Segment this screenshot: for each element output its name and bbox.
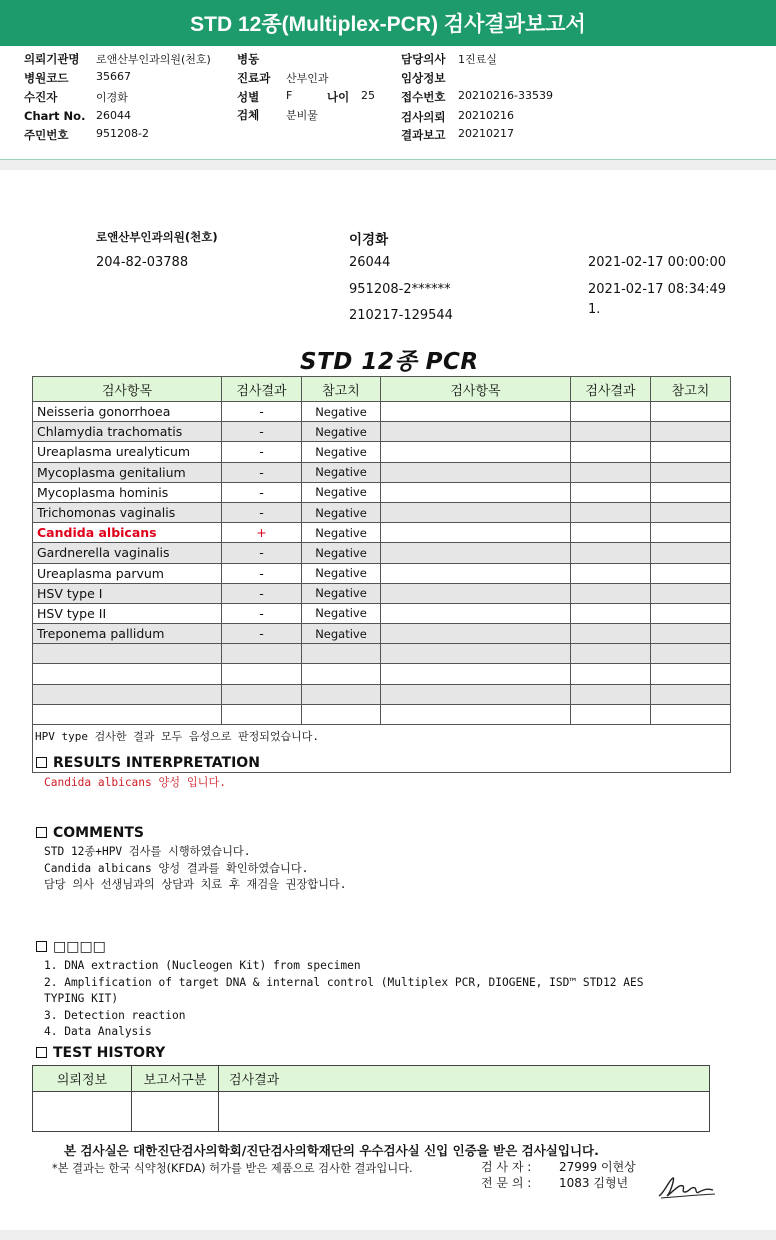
receipt-label: 접수번호 — [401, 90, 446, 104]
age-label: 나이 — [327, 90, 350, 104]
clinical-label: 임상정보 — [401, 71, 446, 85]
department-label: 진료과 — [237, 71, 271, 85]
specialist-label: 전 문 의 : — [481, 1176, 532, 1190]
department-value: 산부인과 — [286, 72, 329, 85]
col-header-item: 검사항목 — [33, 377, 222, 402]
table-row — [33, 502, 731, 522]
table-row-empty — [33, 664, 731, 684]
sex-label: 성별 — [237, 90, 260, 104]
reference-value-2 — [651, 624, 731, 644]
specimen-label: 검체 — [237, 108, 260, 122]
reference-value: Negative — [302, 563, 381, 583]
test-result: - — [222, 563, 302, 583]
test-result: - — [222, 482, 302, 502]
reference-value: Negative — [302, 624, 381, 644]
doctor-value: 1진료실 — [458, 53, 497, 66]
comment-line: 담당 의사 선생님과의 상담과 치료 후 재검을 권장합니다. — [44, 878, 347, 891]
table-row — [33, 563, 731, 583]
col-header-ref: 참고치 — [302, 377, 381, 402]
method-line: 1. DNA extraction (Nucleogen Kit) from specimen — [44, 959, 361, 972]
header-resident-no: 951208-2****** — [349, 282, 451, 297]
test-item-name-2 — [381, 543, 571, 563]
test-result: - — [222, 422, 302, 442]
table-row — [33, 543, 731, 563]
table-row — [33, 462, 731, 482]
test-result-2 — [571, 402, 651, 422]
hospital-code-value: 35667 — [96, 70, 131, 83]
test-result-2 — [571, 603, 651, 623]
pcr-title: STD 12종 PCR — [300, 349, 479, 375]
test-item-name: Ureaplasma parvum — [33, 563, 222, 583]
reference-value-2 — [651, 543, 731, 563]
institution-label: 의뢰기관명 — [24, 52, 80, 66]
method-line: 2. Amplification of target DNA & internal control (Multiplex PCR, DIOGENE, ISD™ STD12 AES — [44, 975, 644, 989]
history-col-request: 의뢰정보 — [33, 1066, 132, 1092]
reference-value-2 — [651, 462, 731, 482]
id-value: 951208-2 — [96, 127, 149, 140]
patient-info-panel — [0, 46, 776, 160]
results-interpretation-title: RESULTS INTERPRETATION — [53, 755, 260, 771]
test-result: - — [222, 603, 302, 623]
header-institution: 로앤산부인과의원(천호) — [96, 230, 218, 244]
table-row — [33, 624, 731, 644]
checkbox-icon — [36, 1047, 47, 1058]
institution-value: 로앤산부인과의원(천호) — [96, 53, 211, 66]
reference-value: Negative — [302, 422, 381, 442]
comment-line: Candida albicans 양성 결과를 확인하였습니다. — [44, 861, 309, 875]
test-item-name-2 — [381, 482, 571, 502]
test-history-heading — [36, 1045, 165, 1061]
header-accession: 210217-129544 — [349, 308, 453, 323]
test-item-name-2 — [381, 603, 571, 623]
id-label: 주민번호 — [24, 128, 69, 142]
collector-label: 수진자 — [24, 90, 58, 104]
test-item-name-2 — [381, 442, 571, 462]
test-item-name-2 — [381, 422, 571, 442]
header-business-no: 204-82-03788 — [96, 255, 189, 270]
test-item-name: Neisseria gonorrhoea — [33, 402, 222, 422]
reference-value: Negative — [302, 462, 381, 482]
reference-value: Negative — [302, 603, 381, 623]
specimen-value: 분비물 — [286, 109, 318, 122]
header-page: 1. — [588, 302, 601, 317]
reference-value-2 — [651, 603, 731, 623]
test-result: - — [222, 543, 302, 563]
sex-value: F — [286, 89, 293, 102]
specialist-value: 1083 김형년 — [559, 1176, 629, 1190]
kfda-note: *본 결과는 한국 식약청(KFDA) 허가를 받은 제품으로 검사한 결과입니다. — [52, 1162, 413, 1175]
test-result-2 — [571, 523, 651, 543]
test-item-name: Treponema pallidum — [33, 624, 222, 644]
test-result-2 — [571, 624, 651, 644]
bottom-band — [0, 1230, 776, 1240]
reference-value: Negative — [302, 482, 381, 502]
reference-value-2 — [651, 523, 731, 543]
test-item-name: HSV type I — [33, 583, 222, 603]
age-value: 25 — [361, 89, 375, 102]
reference-value: Negative — [302, 583, 381, 603]
table-row — [33, 442, 731, 462]
test-result: - — [222, 624, 302, 644]
test-result: + — [222, 523, 302, 543]
results-header-row — [33, 377, 731, 402]
test-item-name: Gardnerella vaginalis — [33, 543, 222, 563]
test-item-name: HSV type II — [33, 603, 222, 623]
table-row-empty — [33, 684, 731, 704]
tester-value: 27999 이현상 — [559, 1160, 636, 1174]
test-result: - — [222, 583, 302, 603]
method-title: □□□□ — [53, 939, 106, 955]
results-interpretation-text: Candida albicans 양성 입니다. — [44, 776, 227, 789]
reference-value: Negative — [302, 543, 381, 563]
test-item-name: Chlamydia trachomatis — [33, 422, 222, 442]
reference-value-2 — [651, 583, 731, 603]
reference-value: Negative — [302, 442, 381, 462]
chart-label: Chart No. — [24, 109, 86, 123]
test-result-2 — [571, 442, 651, 462]
reference-value-2 — [651, 422, 731, 442]
test-item-name: Candida albicans — [33, 523, 222, 543]
reference-value-2 — [651, 442, 731, 462]
signature-icon — [655, 1170, 719, 1202]
test-item-name-2 — [381, 462, 571, 482]
table-row — [33, 402, 731, 422]
report-label: 결과보고 — [401, 128, 446, 142]
test-result: - — [222, 442, 302, 462]
col-header-ref-2: 참고치 — [651, 377, 731, 402]
table-row — [33, 523, 731, 543]
checkbox-icon — [36, 827, 47, 838]
test-item-name-2 — [381, 563, 571, 583]
doctor-label: 담당의사 — [401, 52, 446, 66]
header-patient-name: 이경화 — [349, 232, 389, 248]
chart-value: 26044 — [96, 109, 131, 122]
reference-value-2 — [651, 563, 731, 583]
test-item-name: Trichomonas vaginalis — [33, 502, 222, 522]
test-result-2 — [571, 543, 651, 563]
history-header-row — [33, 1066, 710, 1092]
reference-value: Negative — [302, 502, 381, 522]
reference-value-2 — [651, 482, 731, 502]
test-item-name-2 — [381, 502, 571, 522]
request-value: 20210216 — [458, 109, 514, 122]
method-heading — [36, 939, 106, 955]
test-item-name-2 — [381, 402, 571, 422]
test-item-name: Mycoplasma hominis — [33, 482, 222, 502]
test-result: - — [222, 502, 302, 522]
method-line: 4. Data Analysis — [44, 1025, 152, 1038]
table-row — [33, 422, 731, 442]
results-interpretation-heading — [36, 755, 260, 771]
table-row — [33, 1092, 710, 1132]
col-header-result-2: 검사결과 — [571, 377, 651, 402]
table-row — [33, 603, 731, 623]
header-datetime-reported: 2021-02-17 08:34:49 — [588, 282, 727, 297]
table-row-empty — [33, 644, 731, 664]
reference-value: Negative — [302, 523, 381, 543]
test-result-2 — [571, 502, 651, 522]
test-item-name: Mycoplasma genitalium — [33, 462, 222, 482]
separator-band — [0, 160, 776, 170]
test-item-name-2 — [381, 523, 571, 543]
report-value: 20210217 — [458, 127, 514, 140]
header-chart: 26044 — [349, 255, 391, 270]
request-label: 검사의뢰 — [401, 110, 446, 124]
checkbox-icon — [36, 941, 47, 952]
checkbox-icon — [36, 757, 47, 768]
reference-value: Negative — [302, 402, 381, 422]
reference-value-2 — [651, 502, 731, 522]
comments-body — [44, 844, 346, 894]
reference-value-2 — [651, 402, 731, 422]
test-result: - — [222, 462, 302, 482]
report-title: STD 12종(Multiplex-PCR) 검사결과보고서 — [0, 0, 776, 46]
comment-line: STD 12종+HPV 검사를 시행하였습니다. — [44, 845, 251, 858]
comments-title: COMMENTS — [53, 825, 144, 841]
certification-text: 본 검사실은 대한진단검사의학회/진단검사의학재단의 우수검사실 신입 인증을 받은 검사실입니다. — [64, 1143, 599, 1158]
ward-label: 병동 — [237, 52, 260, 66]
test-item-name-2 — [381, 583, 571, 603]
test-history-title: TEST HISTORY — [53, 1045, 166, 1061]
test-result-2 — [571, 583, 651, 603]
collector-value: 이경화 — [96, 91, 128, 104]
results-note: HPV type 검사한 결과 모두 음성으로 판정되었습니다. — [33, 725, 731, 773]
test-result-2 — [571, 482, 651, 502]
method-line: 3. Detection reaction — [44, 1008, 186, 1022]
col-header-result: 검사결과 — [222, 377, 302, 402]
comments-heading — [36, 825, 144, 841]
table-row-empty — [33, 704, 731, 724]
tester-label: 검 사 자 : — [481, 1160, 532, 1174]
results-table — [32, 376, 731, 773]
test-result-2 — [571, 422, 651, 442]
test-item-name-2 — [381, 624, 571, 644]
table-row — [33, 482, 731, 502]
test-item-name: Ureaplasma urealyticum — [33, 442, 222, 462]
history-col-report-type: 보고서구분 — [132, 1066, 219, 1092]
test-result-2 — [571, 462, 651, 482]
hospital-code-label: 병원코드 — [24, 71, 69, 85]
test-history-table — [32, 1065, 710, 1132]
table-row — [33, 583, 731, 603]
col-header-item-2: 검사항목 — [381, 377, 571, 402]
receipt-value: 20210216-33539 — [458, 89, 553, 102]
test-result: - — [222, 402, 302, 422]
header-datetime-received: 2021-02-17 00:00:00 — [588, 255, 727, 270]
method-body — [44, 958, 643, 1041]
history-col-result: 검사결과 — [219, 1066, 710, 1092]
method-line: TYPING KIT) — [44, 992, 119, 1005]
test-result-2 — [571, 563, 651, 583]
